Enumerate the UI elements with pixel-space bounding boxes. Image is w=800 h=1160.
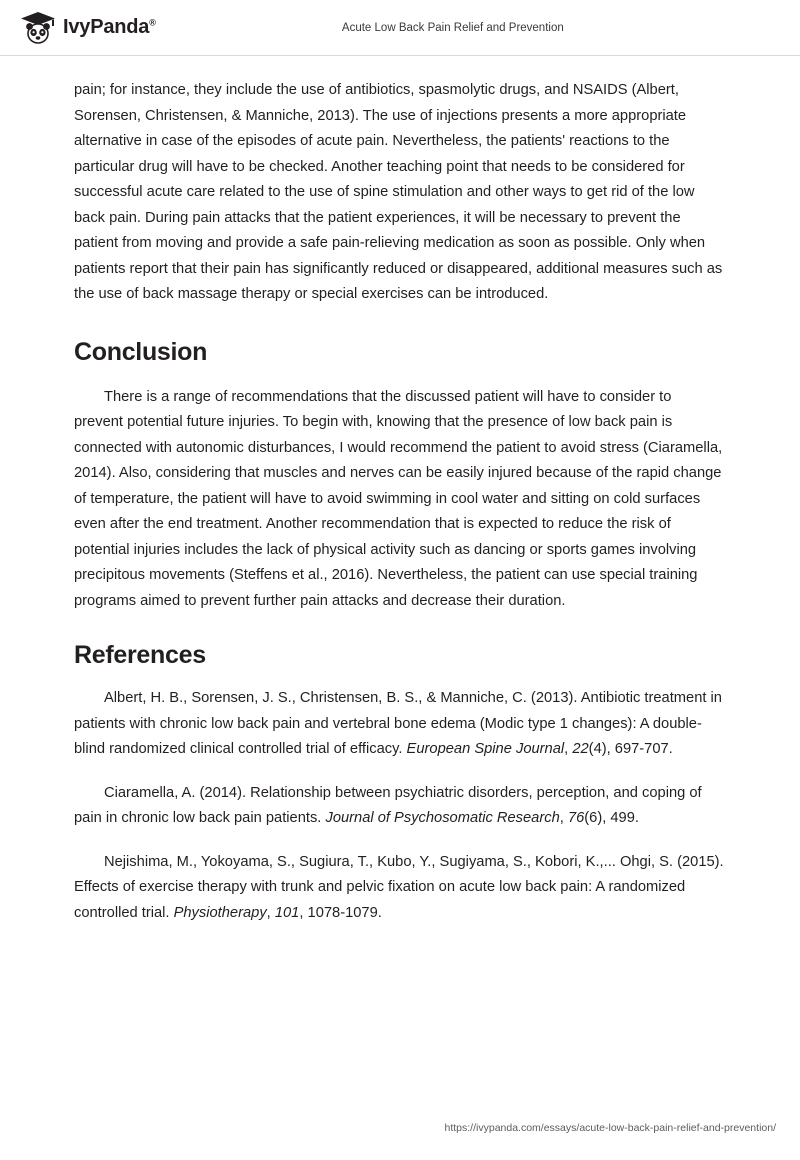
reference-pages: (6), 499. — [584, 810, 639, 826]
site-branding[interactable] — [20, 11, 156, 45]
brand-name: IvyPanda® — [63, 16, 156, 38]
reference-journal-title: European Spine Journal — [406, 741, 565, 757]
page-header — [0, 0, 800, 56]
reference-volume: 101 — [274, 904, 300, 921]
conclusion-heading: Conclusion — [74, 337, 208, 366]
reference-volume: 76 — [567, 810, 585, 826]
reference-text: Albert, H. B., Sorensen, J. S., Christensen, B. S., & Manniche, C. (2013). Antibiotic treatment in patients with chronic low back pain and vertebral bone edema (Modic type 1 changes): A double-blind randomized clinical controlled trial of efficacy. — [74, 690, 722, 757]
reference-separator: , — [559, 810, 568, 826]
continued-paragraph: pain; for instance, they include the use of antibiotics, spasmolytic drugs, and NSAIDS (Albert, Sorensen, Christensen, & Manniche, 2013). The use of injections presents a more appropriate alternative in case of the episodes of acute pain. Nevertheless, the patients' reactions to the particular drug will have to be checked. Another teaching point that needs to be considered for successful acute care related to the use of spine stimulation and other ways to get rid of the low back pain. During pain attacks that the patient experiences, it will be necessary to prevent the patient from moving and provide a safe pain-relieving medication as soon as possible. Only when patients report that their pain has significantly reduced or disappeared, additional measures such as the use of back massage therapy or special exercises can be introduced. — [74, 82, 723, 302]
conclusion-paragraph: There is a range of recommendations that the discussed patient will have to consider to prevent potential future injuries. To begin with, knowing that the presence of low back pain is connected with autonomic disturbances, I would recommend the patient to avoid stress (Ciaramella, 2014). Also, considering that muscles and nerves can be easily injured because of the rapid change of temperature, the patient will have to avoid swimming in cool water and sitting on cold surfaces even after the end treatment. Another recommendation that is expected to reduce the risk of potential injuries includes the lack of physical activity such as dancing or sports games involving precipitous movements (Steffens et al., 2016). Nevertheless, the patient can use special training programs aimed to prevent further pain attacks and decrease their duration. — [74, 388, 723, 609]
reference-separator: , — [564, 741, 573, 757]
registered-trademark-symbol: ® — [149, 17, 156, 28]
document-content — [0, 56, 800, 926]
graduation-cap-panda-logo-icon — [20, 11, 56, 45]
reference-text: Nejishima, M., Yokoyama, S., Sugiura, T., Kubo, Y., Sugiyama, S., Kobori, K.,... Ohgi, S. (2015). Effects of exercise therapy with trunk and pelvic fixation on acute low back pain: A randomized controlled trial. — [74, 853, 724, 921]
source-url-link[interactable]: https://ivypanda.com/essays/acute-low-back-pain-relief-and-prevention/ — [444, 1122, 776, 1134]
page-title: Acute Low Back Pain Relief and Prevention — [341, 21, 564, 34]
reference-journal-title: Physiotherapy — [173, 904, 267, 921]
reference-pages: , 1078-1079. — [299, 904, 382, 921]
reference-volume: 22 — [572, 741, 589, 757]
page-footer — [0, 1118, 800, 1136]
reference-text: Ciaramella, A. (2014). Relationship between psychiatric disorders, perception, and coping of pain in chronic low back pain patients. — [74, 784, 702, 826]
reference-journal-title: Journal of Psychosomatic Research — [325, 810, 560, 826]
reference-item — [74, 850, 724, 927]
reference-pages: (4), 697-707. — [588, 741, 673, 757]
reference-item — [74, 781, 724, 832]
reference-item — [74, 686, 724, 763]
references-heading: References — [74, 641, 206, 669]
reference-separator: , — [266, 904, 275, 921]
